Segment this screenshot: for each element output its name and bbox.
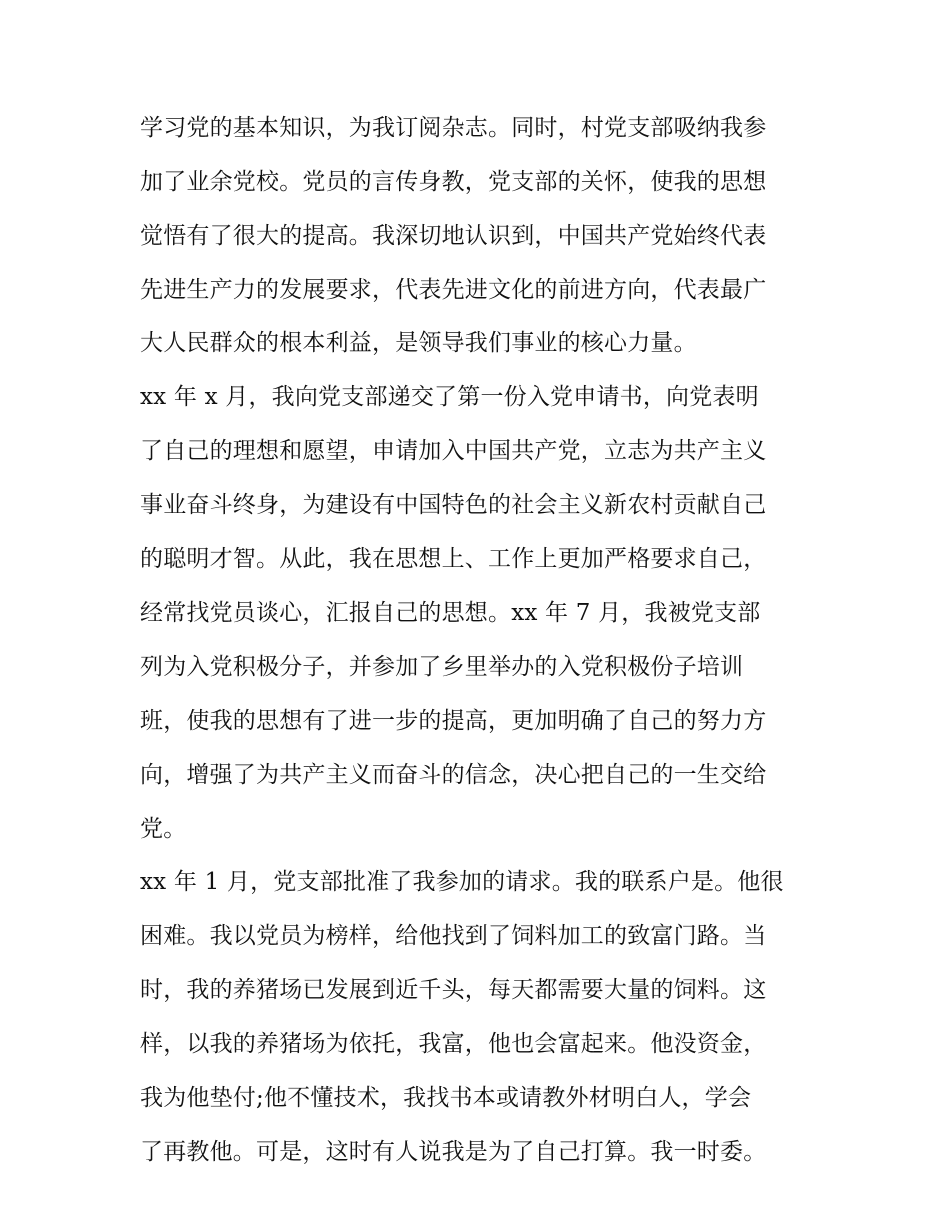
- text-line: 时，我的养猪场已发展到近千头，每天都需要大量的饲料。这: [140, 977, 767, 1003]
- text-line: 我为他垫付;他不懂技术，我找书本或请教外材明白人，学会: [140, 1085, 752, 1111]
- text-line: 学习党的基本知识，为我订阅杂志。同时，村党支部吸纳我参: [140, 115, 767, 141]
- text-line: 事业奋斗终身，为建设有中国特色的社会主义新农村贡献自己: [140, 492, 767, 518]
- text-line: 列为入党积极分子，并参加了乡里举办的入党积极份子培训: [140, 654, 744, 680]
- text-line: 经常找党员谈心，汇报自己的思想。xx 年 7 月，我被党支部: [140, 600, 761, 626]
- text-line: 向，增强了为共产主义而奋斗的信念，决心把自己的一生交给: [140, 762, 767, 788]
- text-line: 了自己的理想和愿望，申请加入中国共产党，立志为共产主义: [140, 438, 767, 464]
- text-line: 大人民群众的根本利益，是领导我们事业的核心力量。: [140, 330, 697, 356]
- text-line: 党。: [140, 816, 187, 842]
- text-line: xx 年 x 月，我向党支部递交了第一份入党申请书，向党表明: [140, 384, 759, 410]
- text-line: 样，以我的养猪场为依托，我富，他也会富起来。他没资金，: [140, 1031, 767, 1057]
- text-line: 了再教他。可是，这时有人说我是为了自己打算。我一时委。: [140, 1139, 767, 1165]
- text-line: 加了业余党校。党员的言传身教，党支部的关怀，使我的思想: [140, 169, 767, 195]
- text-line: 先进生产力的发展要求，代表先进文化的前进方向，代表最广: [140, 277, 767, 303]
- text-line: 的聪明才智。从此，我在思想上、工作上更加严格要求自己，: [140, 546, 767, 572]
- text-line: 觉悟有了很大的提高。我深切地认识到，中国共产党始终代表: [140, 223, 767, 249]
- text-line: 班，使我的思想有了进一步的提高，更加明确了自己的努力方: [140, 708, 767, 734]
- text-line: 困难。我以党员为榜样，给他找到了饲料加工的致富门路。当: [140, 923, 767, 949]
- text-line: xx 年 1 月，党支部批准了我参加的请求。我的联系户是。他很: [140, 869, 784, 895]
